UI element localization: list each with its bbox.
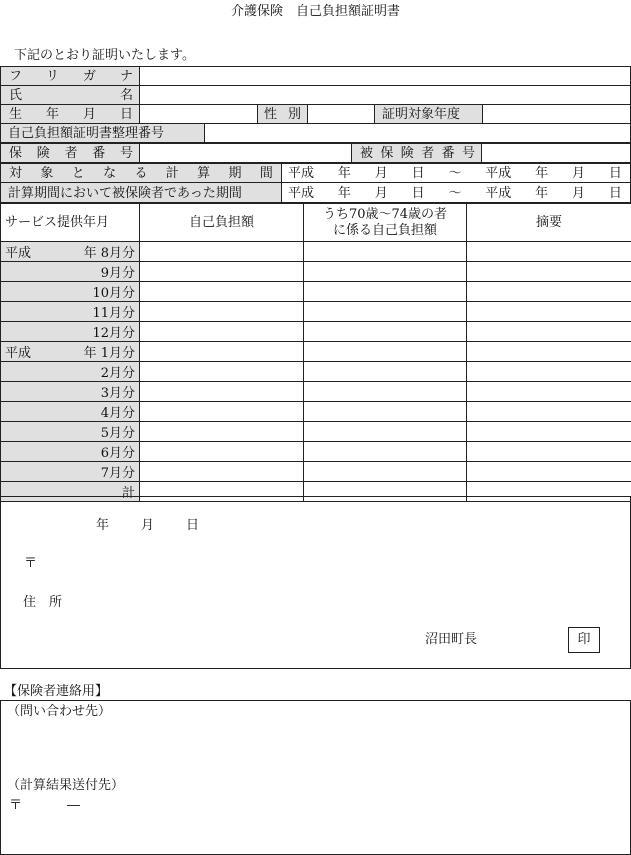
self-pay-cell[interactable] xyxy=(140,302,304,322)
table-row xyxy=(1,242,631,262)
furigana-label: フ リ ガ ナ xyxy=(0,66,140,86)
cert-number-label: 自己負担額証明書整理番号 xyxy=(0,123,205,143)
self-pay-cell[interactable] xyxy=(140,362,304,382)
month-cell: 6月分 xyxy=(1,442,140,462)
remarks-cell[interactable] xyxy=(467,362,631,382)
insured-period-label: 計算期間において被保険者であった期間 xyxy=(0,182,282,203)
cert-year-label: 証明対象年度 xyxy=(374,104,483,124)
birth-field[interactable] xyxy=(139,104,258,124)
remarks-cell[interactable] xyxy=(467,302,631,322)
col-header-month: サービス提供年月 xyxy=(1,204,140,242)
month-cell: 11月分 xyxy=(1,302,140,322)
month-cell: 平成 年 8月分 xyxy=(1,242,140,262)
month-cell: 12月分 xyxy=(1,322,140,342)
month-cell: 平成 年 1月分 xyxy=(1,342,140,362)
birth-label: 生 年 月 日 xyxy=(0,104,140,124)
elderly-cell[interactable] xyxy=(304,382,467,402)
inquiry-label: （問い合わせ先） xyxy=(7,704,112,719)
target-period-label: 対 象 と な る 計 算 期 間 xyxy=(0,163,282,183)
insured-number-label: 被 保 険 者 番 号 xyxy=(351,143,482,163)
total-label: 計 xyxy=(1,482,140,502)
elderly-cell[interactable] xyxy=(304,442,467,462)
remarks-cell[interactable] xyxy=(467,322,631,342)
cert-number-field[interactable] xyxy=(204,123,631,143)
self-pay-cell[interactable] xyxy=(140,382,304,402)
send-to-label: （計算結果送付先） xyxy=(7,778,125,793)
col-header-remarks: 摘要 xyxy=(467,204,631,242)
month-cell: 7月分 xyxy=(1,462,140,482)
col-header-self-pay: 自己負担額 xyxy=(140,204,304,242)
month-cell: 4月分 xyxy=(1,402,140,422)
sex-field[interactable] xyxy=(307,104,375,124)
insured-period-field[interactable]: 平成 年 月 日 〜 平成 年 月 日 xyxy=(281,182,631,203)
issue-date-month: 月 xyxy=(141,518,155,533)
month-cell: 5月分 xyxy=(1,422,140,442)
remarks-cell[interactable] xyxy=(467,342,631,362)
month-cell: 10月分 xyxy=(1,282,140,302)
postal-mark: 〒 xyxy=(24,556,38,571)
remarks-cell[interactable] xyxy=(467,462,631,482)
contact-postal-mark: 〒 xyxy=(9,798,23,813)
table-row xyxy=(1,442,631,462)
self-pay-cell[interactable] xyxy=(140,462,304,482)
remarks-cell[interactable] xyxy=(467,262,631,282)
self-pay-cell[interactable] xyxy=(140,402,304,422)
month-cell: 9月分 xyxy=(1,262,140,282)
remarks-cell[interactable] xyxy=(467,242,631,262)
table-row xyxy=(1,342,631,362)
elderly-cell[interactable] xyxy=(304,242,467,262)
self-pay-cell[interactable] xyxy=(140,242,304,262)
remarks-cell[interactable] xyxy=(467,442,631,462)
table-row xyxy=(1,302,631,322)
elderly-cell[interactable] xyxy=(304,302,467,322)
self-pay-cell[interactable] xyxy=(140,442,304,462)
remarks-cell[interactable] xyxy=(467,422,631,442)
table-row xyxy=(1,262,631,282)
table-row xyxy=(1,362,631,382)
issuer-section xyxy=(0,496,631,669)
remarks-cell[interactable] xyxy=(467,382,631,402)
sex-label: 性 別 xyxy=(257,104,308,124)
self-pay-cell[interactable] xyxy=(140,342,304,362)
name-label: 氏 名 xyxy=(0,85,140,105)
elderly-cell[interactable] xyxy=(304,402,467,422)
self-pay-cell[interactable] xyxy=(140,262,304,282)
remarks-cell[interactable] xyxy=(467,402,631,422)
issue-date-year: 年 xyxy=(96,518,110,533)
table-row xyxy=(1,282,631,302)
intro-text: 下記のとおり証明いたします。 xyxy=(14,48,195,63)
elderly-cell[interactable] xyxy=(304,282,467,302)
self-pay-cell[interactable] xyxy=(140,422,304,442)
table-row xyxy=(1,402,631,422)
table-row xyxy=(1,382,631,402)
document-title: 介護保険 自己負担額証明書 xyxy=(230,4,400,19)
remarks-cell[interactable] xyxy=(467,282,631,302)
monthly-self-pay-table xyxy=(0,203,631,502)
elderly-cell[interactable] xyxy=(304,362,467,382)
insurer-number-field[interactable] xyxy=(139,143,352,163)
elderly-cell[interactable] xyxy=(304,462,467,482)
elderly-cell[interactable] xyxy=(304,342,467,362)
name-field[interactable] xyxy=(139,85,631,105)
month-cell: 2月分 xyxy=(1,362,140,382)
self-pay-cell[interactable] xyxy=(140,282,304,302)
table-row xyxy=(1,462,631,482)
elderly-cell[interactable] xyxy=(304,422,467,442)
cert-year-field[interactable] xyxy=(482,104,631,124)
self-pay-cell[interactable] xyxy=(140,322,304,342)
seal-stamp: 印 xyxy=(568,627,600,653)
elderly-cell[interactable] xyxy=(304,322,467,342)
target-period-field[interactable]: 平成 年 月 日 〜 平成 年 月 日 xyxy=(281,163,631,183)
furigana-field[interactable] xyxy=(139,66,631,86)
insured-number-field[interactable] xyxy=(481,143,631,163)
insurer-number-label: 保 険 者 番 号 xyxy=(0,143,140,163)
mayor-title: 沼田町長 xyxy=(425,632,478,647)
contact-section-label: 【保険者連絡用】 xyxy=(4,684,109,699)
contact-section xyxy=(0,700,631,855)
issue-date-day: 日 xyxy=(186,518,200,533)
table-row xyxy=(1,422,631,442)
postal-dash: ― xyxy=(67,798,80,813)
address-label: 住 所 xyxy=(23,595,63,610)
table-row xyxy=(1,322,631,342)
elderly-cell[interactable] xyxy=(304,262,467,282)
col-header-elderly: うち70歳〜74歳の者 に係る自己負担額 xyxy=(304,204,467,242)
month-cell: 3月分 xyxy=(1,382,140,402)
